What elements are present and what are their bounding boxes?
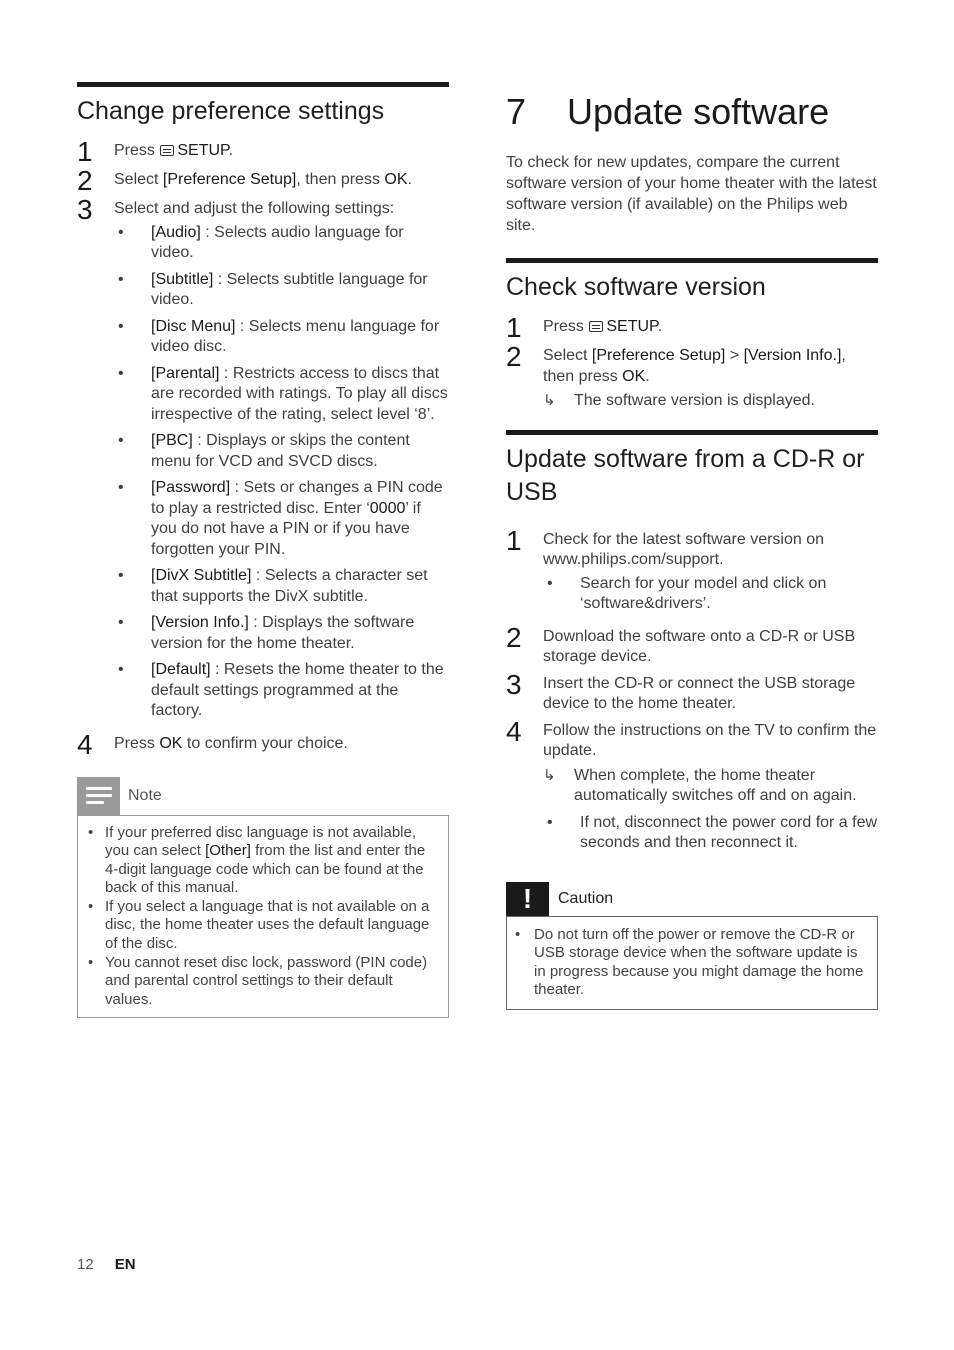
page-number: 12 xyxy=(77,1256,94,1273)
section-title-preference: Change preference settings xyxy=(77,97,385,125)
setting-item: • [Version Info.] : Displays the software version for the home theater. xyxy=(118,614,415,652)
step-result: ↳ When complete, the home theater automatically switches off and on again. xyxy=(543,766,878,807)
section-rule xyxy=(77,82,449,87)
setting-name: [PBC] xyxy=(151,432,193,449)
ok-key: OK xyxy=(622,367,646,385)
step-text: , then press xyxy=(296,171,385,188)
step-text: to confirm your choice. xyxy=(182,734,348,752)
step-number: 2 xyxy=(506,621,522,653)
exclamation-icon: ! xyxy=(506,882,549,916)
menu-option: [Version Info.] xyxy=(743,347,842,364)
step-number: 1 xyxy=(506,312,522,343)
setup-icon xyxy=(160,145,174,156)
note-item: • If your preferred disc language is not available, you can select [Other] from the list and enter the 4-digit language code which can be found at the back of this manual. xyxy=(88,823,426,897)
chapter-heading xyxy=(506,90,878,134)
chapter-intro: To check for new updates, compare the current software version of your home theater with the latest software version (if available) on the Philips web site. xyxy=(506,154,877,234)
right-column xyxy=(506,82,878,1010)
setting-name: [Subtitle] xyxy=(151,270,214,288)
note-label: Note xyxy=(128,786,162,804)
setting-item: • [Audio] : Selects audio language for video. xyxy=(118,223,404,261)
step-text: Press xyxy=(114,142,155,159)
result-arrow-icon: ↳ xyxy=(543,766,556,784)
step-number: 4 xyxy=(506,715,522,747)
section-title-check: Check software version xyxy=(506,273,766,301)
menu-option: [Other] xyxy=(205,842,251,860)
caution-label: Caution xyxy=(558,889,614,907)
caution-item: • Do not turn off the power or remove the CD-R or USB storage device when the software update is in progress because you might damage the home theater. xyxy=(515,925,864,999)
setup-key: SETUP xyxy=(177,142,229,159)
step-1 xyxy=(506,524,878,621)
step-number: 1 xyxy=(77,136,93,167)
setting-name: [Version Info.] xyxy=(151,614,249,631)
ok-key: OK xyxy=(384,171,408,188)
preference-steps xyxy=(77,136,449,760)
caution-header xyxy=(506,882,878,916)
step-punct: . xyxy=(228,142,234,159)
step-number: 3 xyxy=(77,194,93,225)
step-4 xyxy=(77,728,449,760)
page-footer xyxy=(77,1256,136,1273)
section-rule xyxy=(506,258,878,263)
step-punct: . xyxy=(407,171,412,188)
step-2: 2 Select [Preference Setup] > [Version Info.], then press OK. ↳ The software version is displayed. xyxy=(506,345,878,412)
step-text: Press xyxy=(114,734,160,752)
section-rule xyxy=(506,430,878,435)
note-header xyxy=(77,777,449,815)
step-number: 3 xyxy=(506,668,522,700)
setting-name: [Disc Menu] xyxy=(151,317,236,335)
section-title-update: Update software from a CD-R or USB xyxy=(506,444,865,506)
step-3 xyxy=(77,194,449,728)
step-text: Download the software onto a CD-R or USB storage device. xyxy=(543,627,856,665)
list-item: • If not, disconnect the power cord for a few seconds and then reconnect it. xyxy=(547,813,878,851)
step-1: 1 Press SETUP. xyxy=(506,312,663,343)
settings-list xyxy=(114,223,449,722)
step-4 xyxy=(506,715,878,860)
chapter-title: Update software xyxy=(567,91,830,132)
step-3 xyxy=(506,668,878,715)
step-result: ↳ The software version is displayed. xyxy=(543,391,878,412)
check-steps xyxy=(506,312,878,412)
step-number: 2 xyxy=(506,341,522,372)
note-item: • If you select a language that is not available on a disc, the home theater uses the default language of the disc. xyxy=(88,897,430,953)
step-2 xyxy=(77,165,449,196)
setup-key: SETUP xyxy=(606,318,658,335)
ok-key: OK xyxy=(159,734,183,752)
pin-code: 0000 xyxy=(369,499,406,517)
step-number: 2 xyxy=(77,165,93,196)
step-text: Follow the instructions on the TV to confirm the update. xyxy=(543,721,877,759)
setting-name: [Default] xyxy=(151,661,211,678)
step-text: Insert the CD-R or connect the USB storage device to the home theater. xyxy=(543,674,856,712)
step-text: Select and adjust the following settings: xyxy=(114,200,395,217)
setting-item: • [PBC] : Displays or skips the content menu for VCD and SVCD discs. xyxy=(118,432,410,470)
setting-item: • [Password] : Sets or changes a PIN code to play a restricted disc. Enter ‘0000’ if you do not have a PIN or if you have forgotten your PIN. xyxy=(118,479,443,558)
result-arrow-icon: ↳ xyxy=(543,392,556,409)
setting-name: [Parental] xyxy=(151,364,220,382)
menu-option: [Preference Setup] xyxy=(591,347,726,364)
note-box xyxy=(77,815,449,1019)
setting-item: • [Disc Menu] : Selects menu language for video disc. xyxy=(118,317,440,355)
step-text: Check for the latest software version on www.philips.com/support. xyxy=(543,530,825,568)
setting-item: • [Subtitle] : Selects subtitle language for video. xyxy=(118,270,428,308)
setting-item: • [Default] : Resets the home theater to the default settings programmed at the factory. xyxy=(118,661,444,719)
menu-option: [Preference Setup] xyxy=(162,171,297,188)
step-number: 4 xyxy=(77,728,93,760)
setting-name: [DivX Subtitle] xyxy=(151,567,252,584)
setting-item: • [Parental] : Restricts access to discs that are recorded with ratings. To play all discs irrespective of the rating, select level ‘8’. xyxy=(118,364,448,423)
step-text: Select xyxy=(114,171,163,188)
step-2 xyxy=(506,621,878,668)
note-item: • You cannot reset disc lock, password (PIN code) and parental control settings to their default values. xyxy=(88,953,428,1008)
caution-box xyxy=(506,916,878,1010)
note-icon xyxy=(77,777,120,815)
language-code: EN xyxy=(114,1256,136,1273)
left-column xyxy=(77,82,449,1018)
update-steps xyxy=(506,524,878,860)
step-text: Press xyxy=(543,318,584,335)
setting-name: [Audio] xyxy=(151,223,201,241)
setting-name: [Password] xyxy=(151,479,231,496)
chapter-number: 7 xyxy=(506,91,527,132)
step-number: 1 xyxy=(506,524,522,556)
setting-item: • [DivX Subtitle] : Selects a character set that supports the DivX subtitle. xyxy=(118,567,428,605)
list-item: • Search for your model and click on ‘software&drivers’. xyxy=(547,574,827,612)
setup-icon xyxy=(589,321,603,332)
step-1 xyxy=(77,136,449,167)
